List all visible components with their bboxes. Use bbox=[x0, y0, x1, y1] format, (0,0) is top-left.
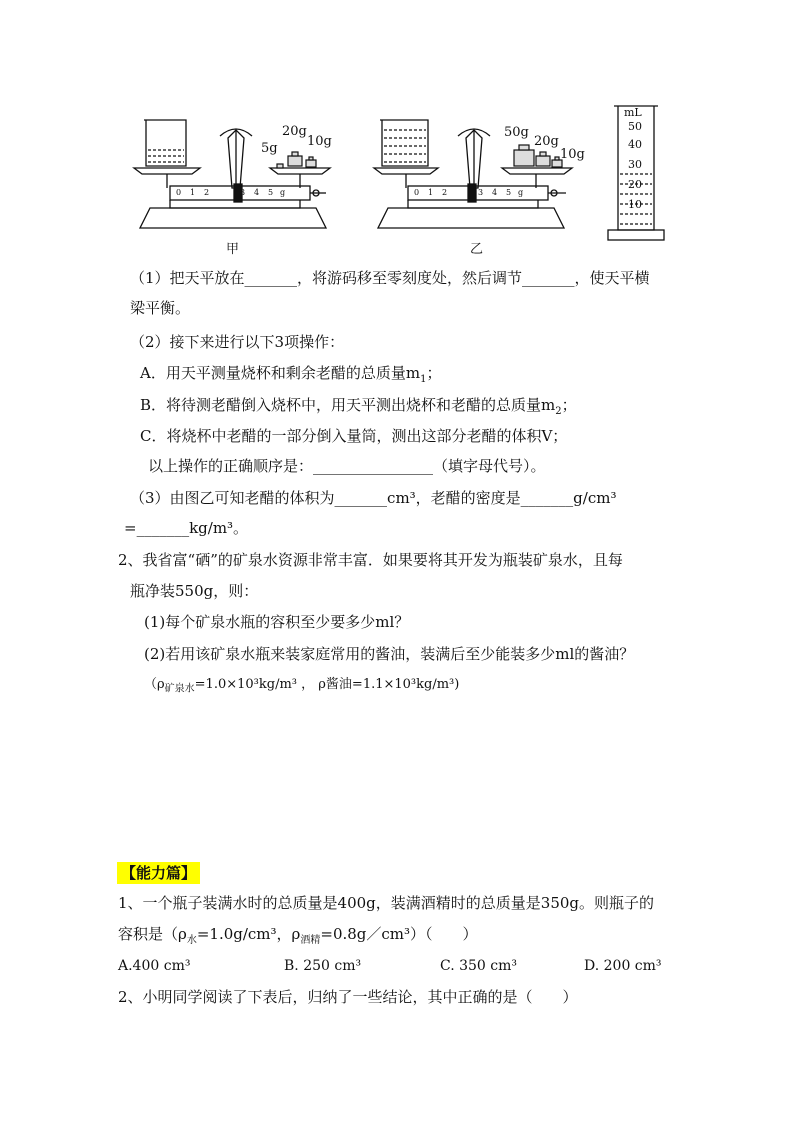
tick: 4 bbox=[254, 188, 260, 197]
tick: g bbox=[280, 188, 286, 197]
q1-part2-heading: （2）接下来进行以下3项操作： bbox=[130, 333, 345, 351]
weight-label-left-10g: 10g bbox=[307, 134, 332, 149]
q2-line2: 瓶净装550g，则： bbox=[130, 582, 259, 600]
rho1-value: =1.0×10³kg/m³ ， bbox=[194, 677, 315, 692]
weight-label-right-10g: 10g bbox=[560, 147, 585, 162]
q2-sub1: (1)每个矿泉水瓶的容积至少要多少ml？ bbox=[144, 613, 410, 631]
tick: 1 bbox=[428, 188, 434, 197]
balance-right-diagram bbox=[372, 108, 582, 232]
rho1-sub: 矿泉水 bbox=[164, 683, 195, 695]
tick: 4 bbox=[492, 188, 498, 197]
q1-order: 以上操作的正确顺序是：________________（填字母代号）。 bbox=[148, 457, 546, 475]
cylinder-tick: 30 bbox=[628, 158, 642, 171]
tick: 2 bbox=[442, 188, 448, 197]
tick: 2 bbox=[204, 188, 210, 197]
option-d[interactable]: D. 200 cm³ bbox=[584, 958, 662, 974]
q1-part1-line2: 梁平衡。 bbox=[130, 299, 191, 317]
option-c[interactable]: C. 350 cm³ bbox=[440, 958, 518, 974]
ability-q1-options bbox=[118, 956, 678, 976]
figure-caption-right: 乙 bbox=[470, 242, 484, 257]
tick: g bbox=[518, 188, 524, 197]
step-a-text: A．用天平测量烧杯和剩余老醋的总质量m bbox=[140, 364, 421, 382]
tick: 0 bbox=[176, 188, 182, 197]
ability-q1-line1: 1、一个瓶子装满水时的总质量是400g，装满酒精时的总质量是350g。则瓶子的 bbox=[118, 894, 655, 912]
ability-q2: 2、小明同学阅读了下表后，归纳了一些结论，其中正确的是（ ） bbox=[118, 988, 578, 1006]
q1-step-a bbox=[140, 363, 441, 390]
cylinder-tick: 10 bbox=[628, 198, 642, 211]
weight-label-right-20g: 20g bbox=[534, 134, 559, 149]
ability-q1-line2 bbox=[118, 924, 478, 951]
step-b-end: ； bbox=[561, 396, 577, 414]
option-a[interactable]: A.400 cm³ bbox=[118, 958, 191, 974]
rho2-value: =1.1×10³kg/m³) bbox=[351, 677, 460, 692]
q1-line2-a: 容积是（ρ bbox=[118, 925, 187, 943]
ability-section-badge: 【能力篇】 bbox=[117, 862, 200, 884]
rho1-prefix: （ρ bbox=[144, 677, 165, 692]
q1-part3-line2: =_______kg/m³。 bbox=[124, 519, 249, 537]
q1-line2-sub-alcohol: 酒精 bbox=[300, 935, 321, 946]
tick: 5 bbox=[506, 188, 512, 197]
figure-caption-left: 甲 bbox=[226, 242, 240, 257]
q2-sub2: (2)若用该矿泉水瓶来装家庭常用的酱油，装满后至少能装多少ml的酱油？ bbox=[144, 645, 635, 663]
weight-label-left-20g: 20g bbox=[282, 124, 307, 139]
step-a-sub: 1 bbox=[420, 374, 427, 385]
q1-line2-c: =0.8g／cm³）（ ） bbox=[320, 925, 478, 943]
weight-label-left-5g: 5g bbox=[261, 141, 278, 156]
tick: 0 bbox=[414, 188, 420, 197]
tick: 1 bbox=[190, 188, 196, 197]
rho2-prefix: ρ酱油 bbox=[318, 677, 352, 692]
step-b-text: B．将待测老醋倒入烧杯中，用天平测出烧杯和老醋的总质量m bbox=[140, 396, 556, 414]
cylinder-tick: 20 bbox=[628, 178, 642, 191]
step-a-end: ； bbox=[426, 364, 442, 382]
q1-part3-line1: （3）由图乙可知老醋的体积为_______cm³，老醋的密度是_______g/cm³ bbox=[130, 489, 617, 507]
q2-line1: 2、我省富“硒”的矿泉水资源非常丰富．如果要将其开发为瓶装矿泉水，且每 bbox=[118, 551, 623, 569]
cylinder-unit: mL bbox=[624, 106, 642, 119]
option-b[interactable]: B. 250 cm³ bbox=[284, 958, 362, 974]
q1-step-b bbox=[140, 395, 577, 422]
q1-step-c: C．将烧杯中老醋的一部分倒入量筒，测出这部分老醋的体积V； bbox=[140, 427, 568, 445]
cylinder-tick: 50 bbox=[628, 120, 642, 133]
tick: 3 bbox=[240, 188, 246, 197]
q1-line2-b: =1.0g/cm³，ρ bbox=[196, 925, 301, 943]
cylinder-tick: 40 bbox=[628, 138, 642, 151]
tick: 3 bbox=[478, 188, 484, 197]
q1-line2-sub-water: 水 bbox=[186, 935, 197, 946]
step-b-sub: 2 bbox=[555, 406, 562, 417]
tick: 5 bbox=[268, 188, 274, 197]
weight-label-right-50g: 50g bbox=[504, 125, 529, 140]
q2-density-note bbox=[144, 675, 459, 700]
q1-part1-line1: （1）把天平放在_______，将游码移至零刻度处，然后调节_______，使天平横 bbox=[130, 269, 650, 287]
